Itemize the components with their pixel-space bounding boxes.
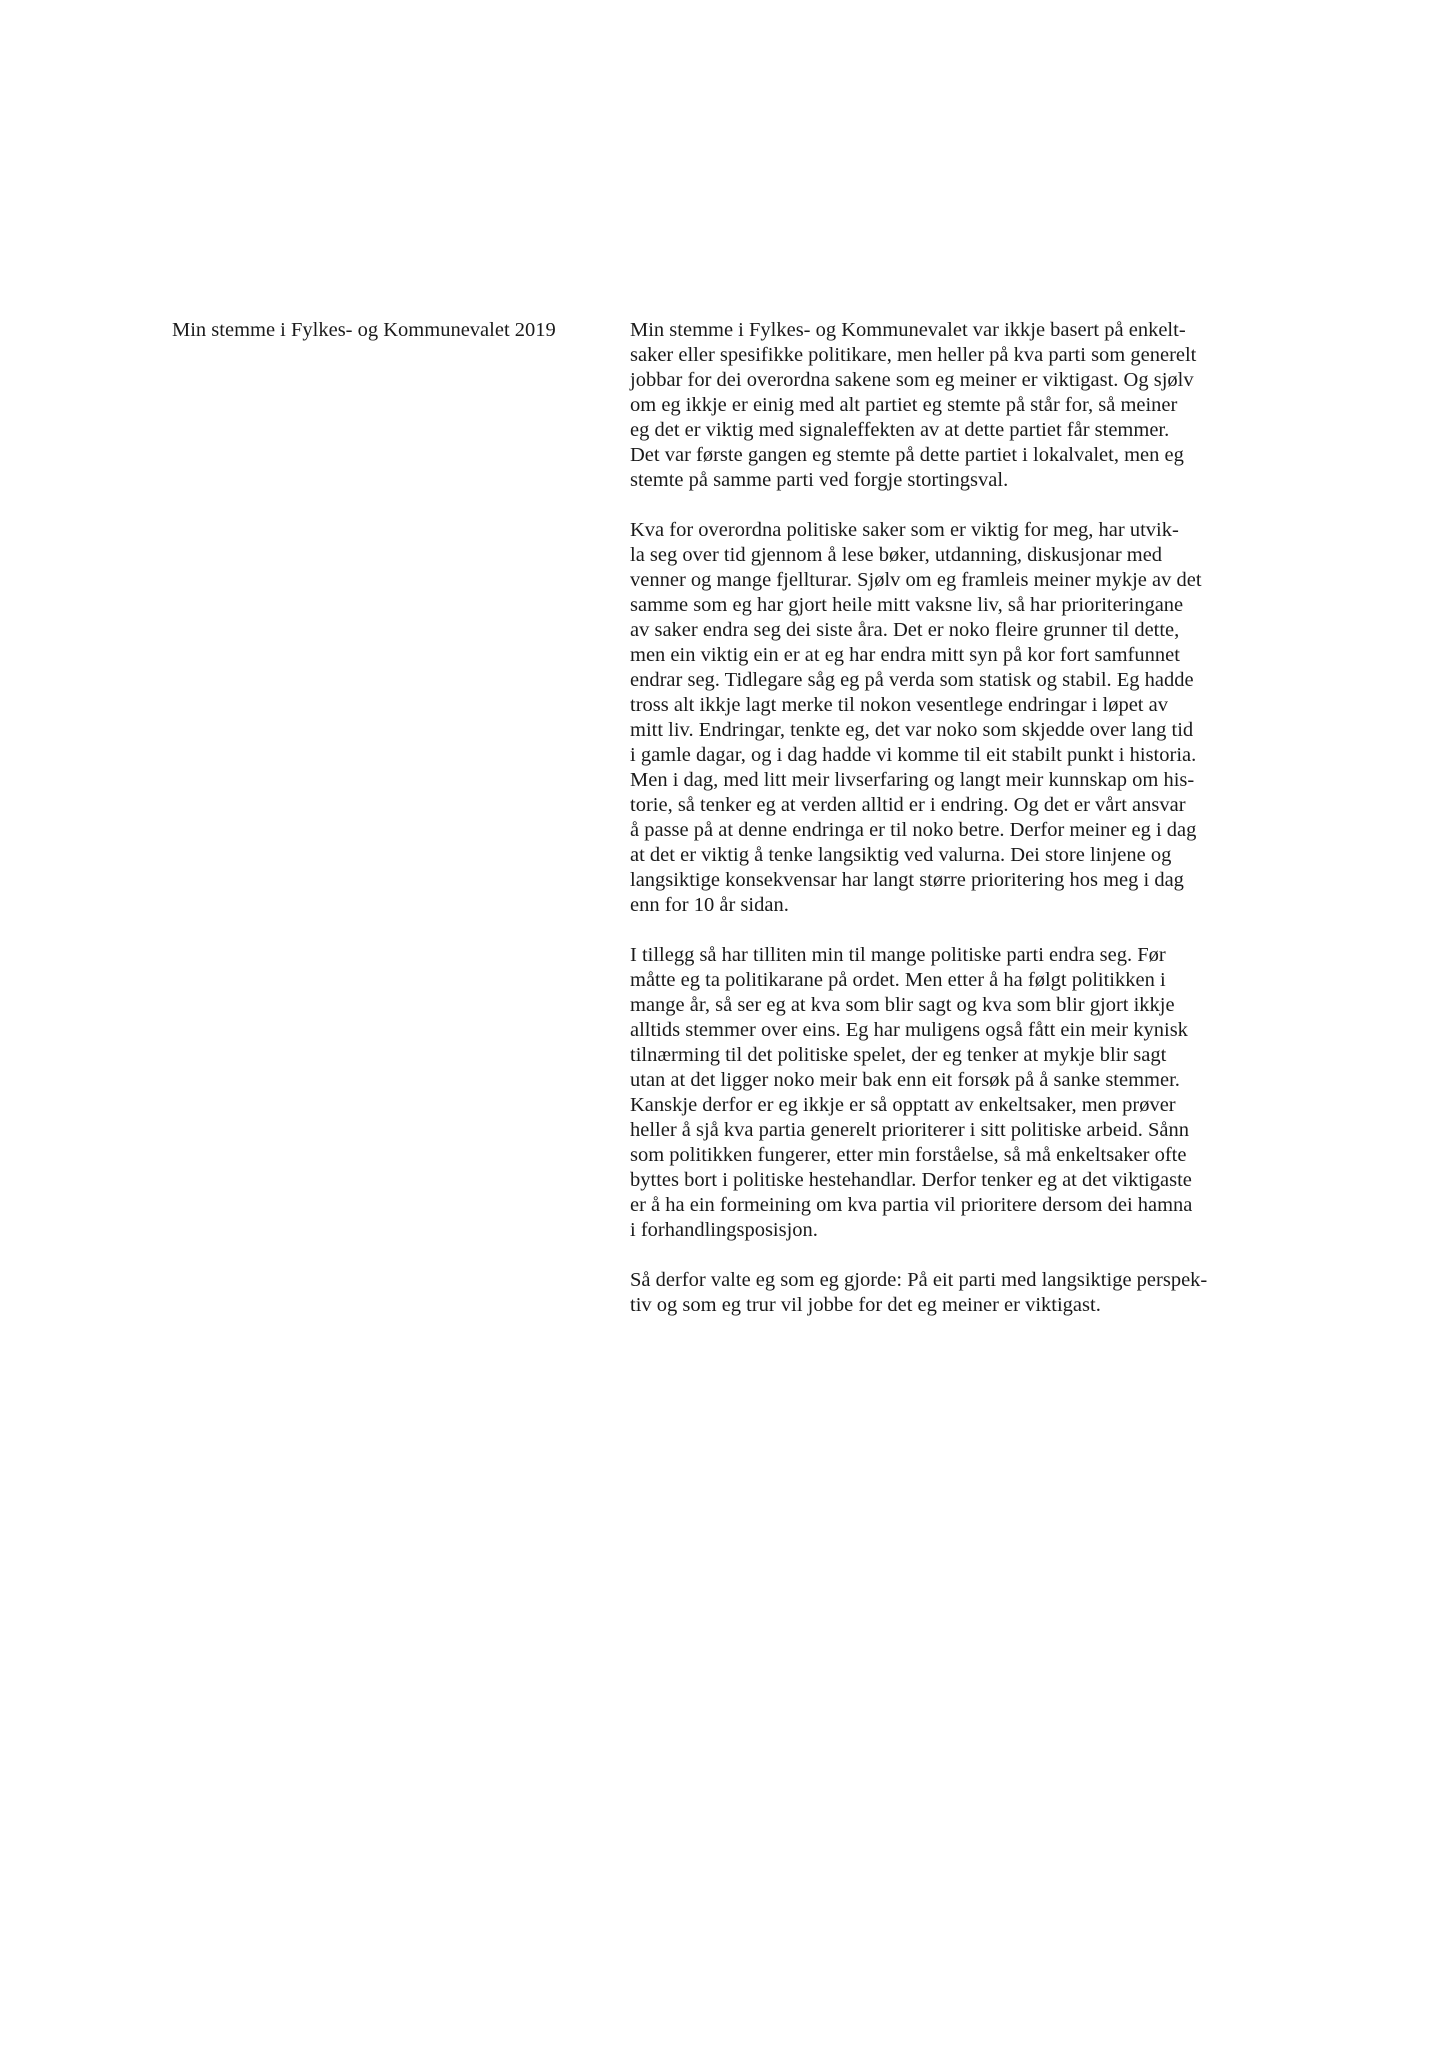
text-line: endrar seg. Tidlegare såg eg på verda som statisk og stabil. Eg hadde	[630, 669, 1194, 691]
margin-note-title: Min stemme i Fylkes- og Kommunevalet 2019	[172, 319, 556, 341]
paragraph	[630, 318, 1270, 493]
paragraph	[630, 943, 1270, 1243]
text-line: er å ha ein formeining om kva partia vil prioritere dersom dei hamna	[630, 1194, 1193, 1216]
text-line: langsiktige konsekvensar har langt større prioritering hos meg i dag	[630, 869, 1184, 891]
text-line: venner og mange fjellturar. Sjølv om eg framleis meiner mykje av det	[630, 569, 1202, 591]
paragraph	[630, 1268, 1270, 1318]
text-line: saker eller spesifikke politikare, men heller på kva parti som generelt	[630, 344, 1197, 366]
text-line: enn for 10 år sidan.	[630, 894, 789, 916]
text-line: i gamle dagar, og i dag hadde vi komme til eit stabilt punkt i historia.	[630, 744, 1197, 766]
text-line: heller å sjå kva partia generelt prioriterer i sitt politiske arbeid. Sånn	[630, 1119, 1189, 1141]
text-line: utan at det ligger noko meir bak enn eit forsøk på å sanke stemmer.	[630, 1069, 1180, 1091]
text-line: Det var første gangen eg stemte på dette partiet i lokalvalet, men eg	[630, 444, 1184, 466]
text-line: mange år, så ser eg at kva som blir sagt og kva som blir gjort ikkje	[630, 994, 1175, 1016]
text-line: av saker endra seg dei siste åra. Det er noko fleire grunner til dette,	[630, 619, 1180, 641]
text-line: som politikken fungerer, etter min forståelse, så må enkeltsaker ofte	[630, 1144, 1187, 1166]
text-line: tilnærming til det politiske spelet, der eg tenker at mykje blir sagt	[630, 1044, 1167, 1066]
text-line: mitt liv. Endringar, tenkte eg, det var noko som skjedde over lang tid	[630, 719, 1194, 741]
text-line: men ein viktig ein er at eg har endra mitt syn på kor fort samfunnet	[630, 644, 1180, 666]
text-line: tiv og som eg trur vil jobbe for det eg meiner er viktigast.	[630, 1294, 1101, 1316]
text-line: at det er viktig å tenke langsiktig ved valurna. Dei store linjene og	[630, 844, 1172, 866]
text-line: om eg ikkje er einig med alt partiet eg stemte på står for, så meiner	[630, 394, 1178, 416]
text-line: samme som eg har gjort heile mitt vaksne liv, så har prioriteringane	[630, 594, 1184, 616]
text-line: la seg over tid gjennom å lese bøker, utdanning, diskusjonar med	[630, 544, 1163, 566]
text-line: I tillegg så har tilliten min til mange politiske parti endra seg. Før	[630, 944, 1166, 966]
article-body	[630, 318, 1270, 1318]
text-line: eg det er viktig med signaleffekten av at dette partiet får stemmer.	[630, 419, 1170, 441]
text-line: Min stemme i Fylkes- og Kommunevalet var ikkje basert på enkelt-	[630, 319, 1186, 341]
text-line: byttes bort i politiske hestehandlar. Derfor tenker eg at det viktigaste	[630, 1169, 1192, 1191]
text-line: Så derfor valte eg som eg gjorde: På eit parti med langsiktige perspek-	[630, 1269, 1208, 1291]
text-line: Kva for overordna politiske saker som er viktig for meg, har utvik-	[630, 519, 1179, 541]
text-line: torie, så tenker eg at verden alltid er i endring. Og det er vårt ansvar	[630, 794, 1186, 816]
text-line: i forhandlingsposisjon.	[630, 1219, 818, 1241]
text-line: alltids stemmer over eins. Eg har muligens også fått ein meir kynisk	[630, 1019, 1188, 1041]
text-line: å passe på at denne endringa er til noko betre. Derfor meiner eg i dag	[630, 819, 1197, 841]
text-line: tross alt ikkje lagt merke til nokon vesentlege endringar i løpet av	[630, 694, 1168, 716]
text-line: jobbar for dei overordna sakene som eg meiner er viktigast. Og sjølv	[630, 369, 1194, 391]
text-line: stemte på samme parti ved forgje stortingsval.	[630, 469, 1009, 491]
text-line: Kanskje derfor er eg ikkje er så opptatt av enkeltsaker, men prøver	[630, 1094, 1176, 1116]
text-line: Men i dag, med litt meir livserfaring og langt meir kunnskap om his-	[630, 769, 1195, 791]
text-line: måtte eg ta politikarane på ordet. Men etter å ha følgt politikken i	[630, 969, 1166, 991]
paragraph	[630, 518, 1270, 918]
